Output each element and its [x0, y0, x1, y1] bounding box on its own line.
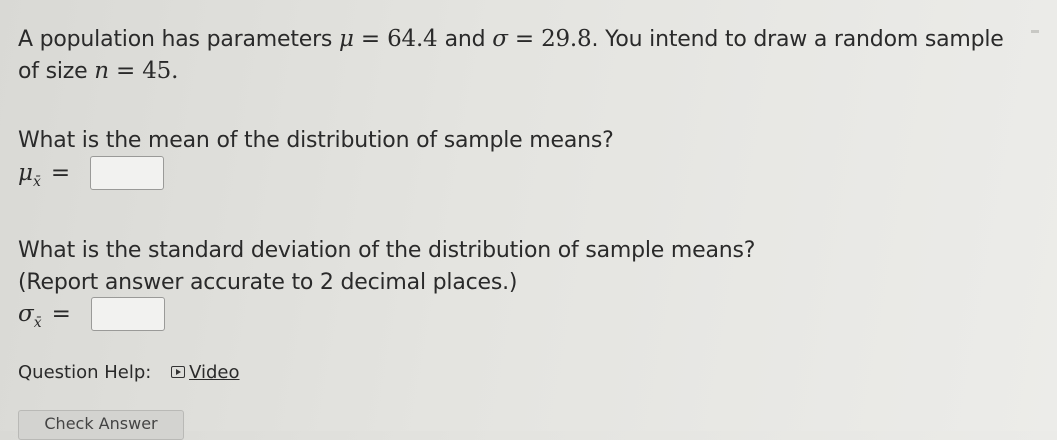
mean-answer-input[interactable]: [90, 156, 164, 190]
mu-expression: μ = 64.4: [339, 26, 438, 52]
question-1-answer-row: [18, 156, 164, 190]
question-1-text: What is the mean of the distribution of sample means?: [18, 128, 614, 153]
problem-intro-tail: . You intend to draw a random sample: [591, 27, 1004, 52]
problem-intro-text: A population has parameters: [18, 27, 333, 52]
sd-sample-means-label: $\sigma_{x̄}$: [18, 301, 42, 331]
question-2-text: What is the standard deviation of the distribution of sample means?: [18, 238, 756, 263]
video-icon: [171, 366, 185, 378]
video-link[interactable]: [171, 362, 239, 383]
sigma-expression: σ = 29.8: [492, 26, 592, 52]
scrollbar-mark: [1031, 30, 1039, 33]
n-expression: n = 45.: [94, 58, 179, 84]
question-2-note: (Report answer accurate to 2 decimal places.): [18, 270, 518, 295]
check-answer-button[interactable]: Check Answer: [18, 410, 184, 440]
problem-line-1: [18, 26, 1004, 52]
question-help-label: Question Help:: [18, 362, 152, 383]
video-link-label[interactable]: Video: [189, 362, 240, 383]
mean-sample-means-label: $\mu_{x̄}$: [18, 160, 41, 190]
sd-answer-input[interactable]: [91, 297, 165, 331]
question-help: [18, 362, 240, 383]
equals-sign: =: [51, 301, 71, 327]
equals-sign: =: [50, 160, 71, 186]
question-2-answer-row: [18, 297, 165, 331]
problem-line-2: [18, 58, 178, 84]
size-text: of size: [18, 59, 88, 84]
and-text: and: [444, 27, 486, 52]
